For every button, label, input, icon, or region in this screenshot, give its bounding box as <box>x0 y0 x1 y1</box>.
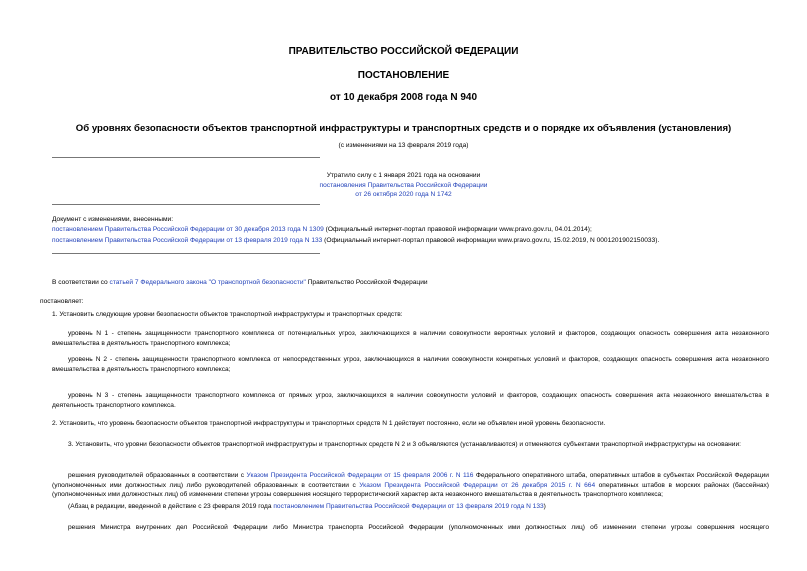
decree-664-link[interactable]: Указом Президента Российской Федерации от 26 декабря 2015 г. N 664 <box>359 481 596 489</box>
decisions-paragraph <box>52 471 769 500</box>
level-2-paragraph: уровень N 2 - степень защищенности транспортного комплекса от непосредственных угроз, заключающихся в наличии совокупности конкретных условий и факторов, создающих опасность совершения акта незаконного вмешательства в деятельность транспортного комплекса; <box>52 356 769 373</box>
paragraph-1: 1. Установить следующие уровни безопасности объектов транспортной инфраструктуры и транспортных средств: <box>52 311 403 318</box>
void-notice-text: Утратило силу с 1 января 2021 года на основании <box>326 172 481 179</box>
decrees-word: постановляет: <box>40 298 84 305</box>
amendment-link-2[interactable]: постановлением Правительства Российской Федерации от 13 февраля 2019 года N 133 <box>52 237 323 244</box>
void-notice <box>0 171 807 200</box>
decisions-text-pre: решения руководителей образованных в соответствии с <box>68 472 247 479</box>
basis-law-link[interactable]: статьей 7 Федерального закона "О транспортной безопасности" <box>109 279 306 286</box>
amendment-source-1: (Официальный интернет-портал правовой информации www.pravo.gov.ru, 04.01.2014); <box>323 226 592 233</box>
amendment-source-2: (Официальный интернет-портал правовой информации www.pravo.gov.ru, 15.02.2019, N 0001201902150033). <box>322 237 660 244</box>
amendment-link-1[interactable]: постановлением Правительства Российской Федерации от 30 декабря 2013 года N 1309 <box>52 226 324 233</box>
amendment-item-1 <box>52 225 592 235</box>
edit-note-pre: (Абзац в редакции, введенной в действие с 23 февраля 2019 года <box>68 503 274 510</box>
basis-text-pre: В соответствии со <box>52 279 110 286</box>
basis-paragraph <box>52 278 428 288</box>
date-number-heading: от 10 декабря 2008 года N 940 <box>329 92 478 103</box>
amendments-intro: Документ с изменениями, внесенными: <box>52 216 174 223</box>
revision-note: (с изменениями на 13 февраля 2019 года) <box>338 142 469 149</box>
paragraph-3: 3. Установить, что уровни безопасности объектов транспортной инфраструктуры и транспортных средств N 2 и 3 объявляются (устанавливаются) и отменяются субъектами транспортной инфраструктуры на основании: <box>68 441 742 448</box>
void-notice-link-2[interactable]: от 26 октября 2020 года N 1742 <box>355 191 452 199</box>
divider-line <box>52 253 320 254</box>
document-title: Об уровнях безопасности объектов транспортной инфраструктуры и транспортных средств и о порядке их объявления (установления) <box>75 123 732 134</box>
ministry-paragraph: решения Министра внутренних дел Российской Федерации либо Министра транспорта Российской Федерации (уполномоченных ими должностных лиц) об изменении степени угрозы совершения носящего <box>68 524 769 531</box>
level-3-paragraph: уровень N 3 - степень защищенности транспортного комплекса от прямых угроз, заключающихся в наличии совокупности условий и факторов, создающих опасность совершения акта незаконного вмешательства в деятельность транспортного комплекса. <box>52 392 769 409</box>
divider-line <box>52 204 320 205</box>
basis-text-post: Правительство Российской Федерации <box>305 279 428 286</box>
edit-note <box>68 502 546 512</box>
amendment-item-2 <box>52 236 659 246</box>
decisions-text-post: оперативных штабов в морских районах (бассейнах) (уполномоченных ими должностных лиц) об изменении степени угрозы совершения носящего террористический характер акта незаконного вмешательства в деятельность транспортного комплекса; <box>52 481 770 499</box>
level-1-paragraph: уровень N 1 - степень защищенности транспортного комплекса от потенциальных угроз, заключающихся в наличии совокупности вероятных условий и факторов, создающих опасность совершения акта незаконного вмешательства в деятельность транспортного комплекса; <box>52 330 769 347</box>
edit-note-link[interactable]: постановлением Правительства Российской Федерации от 13 февраля 2019 года N 133 <box>273 503 544 510</box>
edit-note-post: ) <box>543 503 546 510</box>
divider-line <box>52 157 320 158</box>
decree-116-link[interactable]: Указом Президента Российской Федерации от 15 февраля 2006 г. N 116 <box>246 472 474 479</box>
void-notice-link-1[interactable]: постановления Правительства Российской Федерации <box>319 181 488 189</box>
government-heading: ПРАВИТЕЛЬСТВО РОССИЙСКОЙ ФЕДЕРАЦИИ <box>288 46 519 57</box>
doc-type-heading: ПОСТАНОВЛЕНИЕ <box>357 70 450 81</box>
decisions-text-mid: Федерального оперативного штаба, оперативных штабов в субъектах Российской Федерации (уполномоченных ими должностных лиц) либо руководителей образованных в соответствии с <box>52 472 769 489</box>
paragraph-2: 2. Установить, что уровень безопасности объектов транспортной инфраструктуры и транспортных средств N 1 действует постоянно, если не объявлен иной уровень безопасности. <box>52 420 606 427</box>
